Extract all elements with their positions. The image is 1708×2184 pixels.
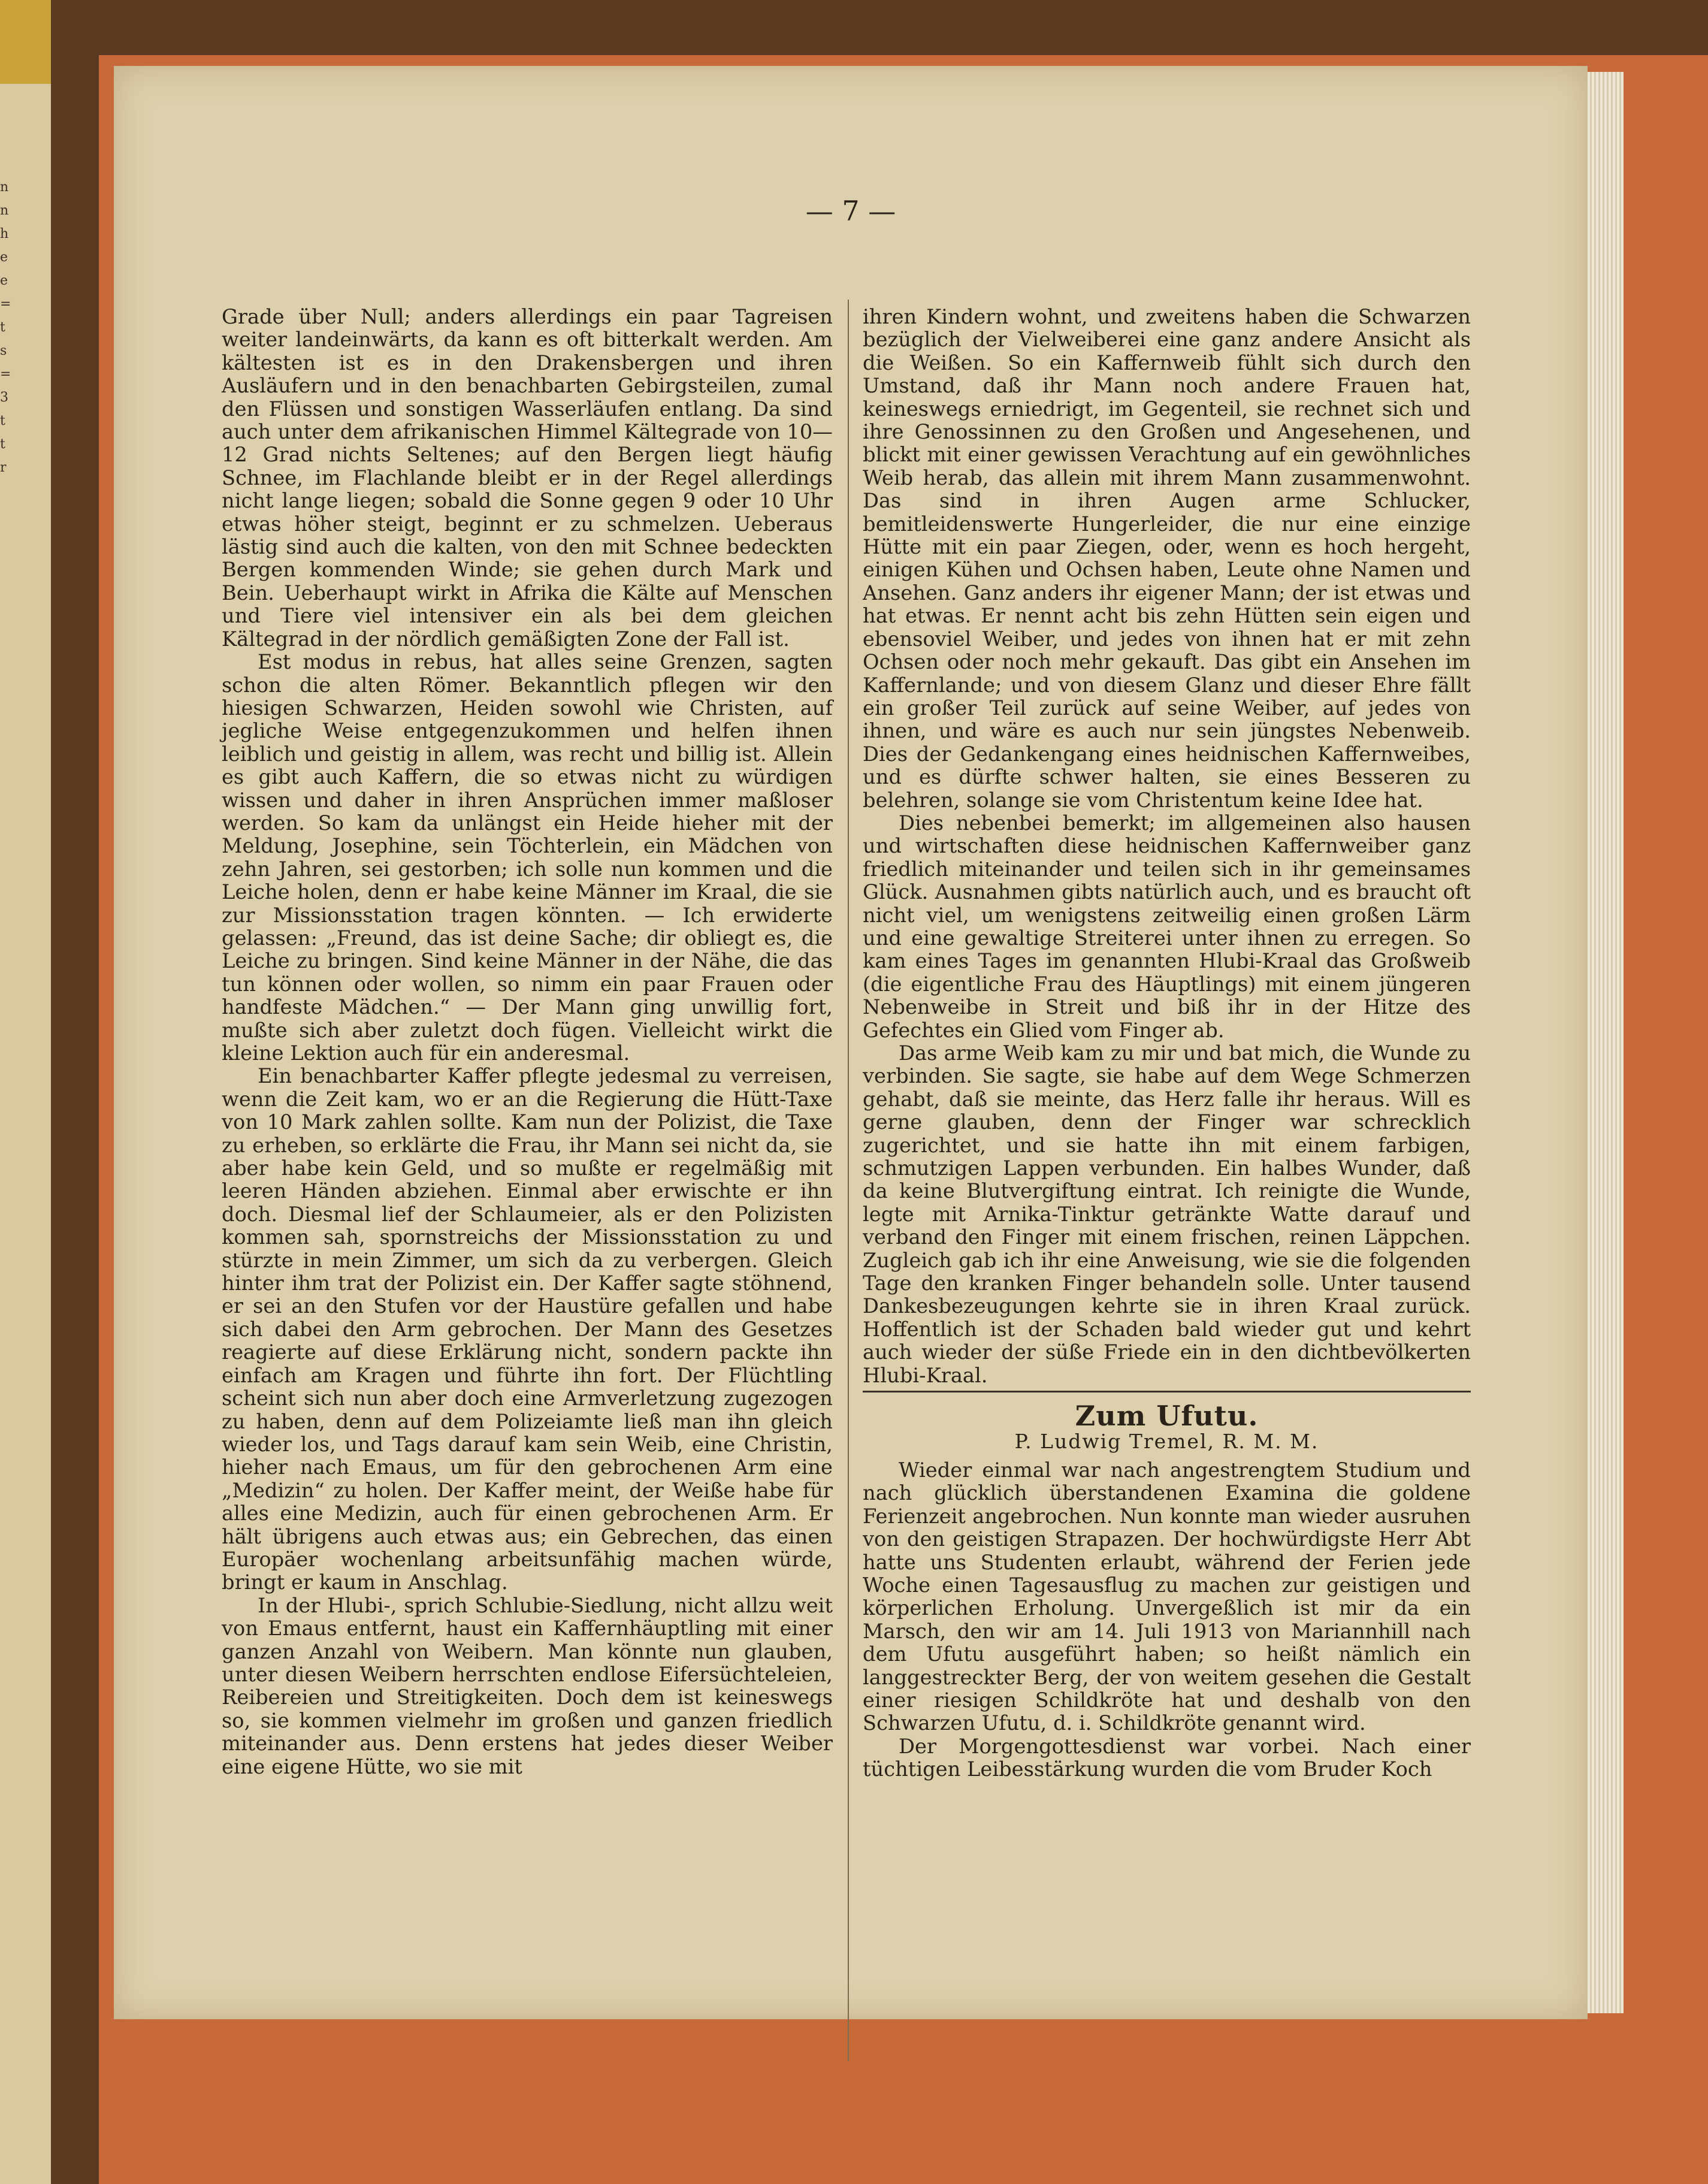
paragraph: Der Morgengottesdienst war vorbei. Nach einer tüchtigen Leibesstärkung wurden die vom Bruder Koch [863,1734,1471,1781]
paragraph: Est modus in rebus, hat alles seine Grenzen, sagten schon die alten Römer. Bekanntlich pflegen wir den hiesigen Schwarzen, Heiden sowohl wie Christen, auf jegliche Weise entgegenzukommen und helfen ihnen leiblich und geistig in allem, was recht und billig ist. Allein es gibt auch Kaffern, die so etwas nicht zu würdigen wissen und daher in ihren Ansprüchen immer maßloser werden. So kam da unlängst ein Heide hieher mit der Meldung, Josephine, sein Töchterlein, ein Mädchen von zehn Jahren, sei gestorben; ich solle nun kommen und die Leiche holen, denn er habe keine Männer im Kraal, die sie zur Missionsstation tragen könnten. — Ich erwiderte gelassen: „Freund, das ist deine Sache; dir obliegt es, die Leiche zu bringen. Sind keine Männer in der Nähe, die das tun können oder wollen, so nimm ein paar Frauen oder handfeste Mädchen.“ — Der Mann ging unwillig fort, mußte sich aber zuletzt doch fügen. Vielleicht wirkt die kleine Lektion auch für ein anderesmal. [222,650,833,1065]
margin-fragment: t [0,437,5,452]
previous-page-margin [0,180,36,484]
page-stack-edge [1588,72,1624,2013]
section-rule [863,1391,1471,1392]
paragraph: Wieder einmal war nach angestrengtem Studium und nach glücklich überstandenen Examina die goldene Ferienzeit angebrochen. Nun konnte man wieder ausruhen von den geistigen Strapazen. Der hochwürdigste Herr Abt hatte uns Studenten erlaubt, während der Ferien jede Woche einen Tagesausflug zu machen zur geistigen und körperlichen Erholung. Unvergeßlich ist mir da ein Marsch, den wir am 14. Juli 1913 von Mariannhill nach dem Ufutu ausgeführt haben; so heißt nämlich ein langgestreckter Berg, der von weitem gesehen die Gestalt einer riesigen Schildkröte hat und deshalb von den Schwarzen Ufutu, d. i. Schildkröte genannt wird. [863,1458,1471,1735]
section-title: Zum Ufutu. [1075,1400,1259,1433]
page-number: — 7 — [805,195,896,227]
book-page [114,66,1588,2019]
margin-fragment: e [0,273,8,288]
paragraph: Ein benachbarter Kaffer pflegte jedesmal zu verreisen, wenn die Zeit kam, wo er an die Regierung die Hütt-Taxe von 10 Mark zahlen sollte. Kam nun der Polizist, die Taxe zu erheben, so erklärte die Frau, ihr Mann sei nicht da, sie aber habe kein Geld, und so mußte er regelmäßig mit leeren Händen abziehen. Einmal aber erwischte er ihn doch. Diesmal lief der Schlaumeier, als er den Polizisten kommen sah, spornstreichs der Missionsstation zu und stürzte in mein Zimmer, um sich da zu verbergen. Gleich hinter ihm trat der Polizist ein. Der Kaffer sagte stöhnend, er sei an den Stufen vor der Haustüre gefallen und habe sich dabei den Arm gebrochen. Der Mann des Gesetzes reagierte auf diese Erklärung nicht, sondern packte ihn einfach am Kragen und führte ihn fort. Der Flüchtling scheint sich nun aber doch eine Armverletzung zugezogen zu haben, denn auf dem Polizeiamte ließ man ihn gleich wieder los, und Tags darauf kam sein Weib, eine Christin, hieher nach Emaus, um für den gebrochenen Arm eine „Medizin“ zu holen. Der Kaffer meint, der Weiße habe für alles eine Medizin, auch für einen gebrochenen Arm. Er hält übrigens auch etwas aus; ein Gebrechen, das einen Europäer wochenlang arbeitsunfähig machen würde, bringt er kaum in Anschlag. [222,1064,833,1594]
paragraph: Dies nebenbei bemerkt; im allgemeinen also hausen und wirtschaften diese heidnischen Kaffernweiber ganz friedlich miteinander und teilen sich in ihr gemeinsames Glück. Ausnahmen gibts natürlich auch, und es braucht oft nicht viel, um wenigstens zeitweilig einen großen Lärm und eine gewaltige Streiterei unter ihnen zu erregen. So kam eines Tages im genannten Hlubi-Kraal das Großweib (die eigentliche Frau des Häuptlings) mit einem jüngeren Nebenweibe in Streit und biß ihr in der Hitze des Gefechtes ein Glied vom Finger ab. [863,811,1471,1042]
paragraph: In der Hlubi-, sprich Schlubie-Siedlung, nicht allzu weit von Emaus entfernt, haust ein Kaffernhäuptling mit einer ganzen Anzahl von Weibern. Man könnte nun glauben, unter diesen Weibern herrschten endlose Eifersüchteleien, Reibereien und Streitigkeiten. Doch dem ist keineswegs so, sie kommen vielmehr im großen und ganzen friedlich miteinander aus. Denn erstens hat jedes dieser Weiber eine eigene Hütte, wo sie mit [222,1593,833,1778]
margin-fragment: 3 [0,390,8,405]
margin-fragment: s [0,343,7,358]
margin-fragment: n [0,180,9,195]
right-column [863,306,1471,1781]
section-author: P. Ludwig Tremel, R. M. M. [1014,1429,1319,1453]
margin-fragment: = [0,367,11,382]
gold-spine-edge [0,0,51,84]
left-column [222,306,833,1778]
paragraph: Das arme Weib kam zu mir und bat mich, die Wunde zu verbinden. Sie sagte, sie habe auf dem Wege Schmerzen gehabt, daß sie meinte, das Herz falle ihr heraus. Will es gerne glauben, denn der Finger war schrecklich zugerichtet, und sie hatte ihn mit einem farbigen, schmutzigen Lappen verbunden. Ein halbes Wunder, daß da keine Blutvergiftung eintrat. Ich reinigte die Wunde, legte mit Arnika-Tinktur getränkte Watte darauf und verband den Finger mit einem frischen, reinen Läppchen. Zugleich gab ich ihr eine Anweisung, wie sie die folgenden Tage den kranken Finger behandeln solle. Unter tausend Dankesbezeugungen kehrte sie in ihren Kraal zurück. Hoffentlich ist der Schaden bald wieder gut und kehrt auch wieder der süße Friede ein in den dichtbevölkerten Hlubi-Kraal. [863,1041,1471,1387]
margin-fragment: h [0,226,9,241]
margin-fragment: n [0,203,9,218]
paragraph: Grade über Null; anders allerdings ein paar Tagreisen weiter landeinwärts, da kann es oft bitterkalt werden. Am kältesten ist es in den Drakensbergen und ihren Ausläufern und in den benachbarten Gebirgsteilen, zumal den Flüssen und sonstigen Wasserläufen entlang. Da sind auch unter dem afrikanischen Himmel Kältegrade von 10—12 Grad nichts Seltenes; auf den Bergen liegt häufig Schnee, im Flachlande bleibt er in der Regel allerdings nicht lange liegen; sobald die Sonne gegen 9 oder 10 Uhr etwas höher steigt, beginnt er zu schmelzen. Ueberaus lästig sind auch die kalten, von den mit Schnee bedeckten Bergen kommenden Winde; sie gehen durch Mark und Bein. Ueberhaupt wirkt in Afrika die Kälte auf Menschen und Tiere viel intensiver ein als bei dem gleichen Kältegrad in der nördlich gemäßigten Zone der Fall ist. [222,305,833,651]
column-divider [848,300,849,2061]
paragraph: ihren Kindern wohnt, und zweitens haben die Schwarzen bezüglich der Vielweiberei eine ganz andere Ansicht als die Weißen. So ein Kaffernweib fühlt sich durch den Umstand, daß ihr Mann noch andere Frauen hat, keineswegs erniedrigt, im Gegenteil, sie rechnet sich und ihre Genossinnen zu den Großen und Angesehenen, und blickt mit einer gewissen Verachtung auf ein gewöhnliches Weib herab, das allein mit ihrem Mann zusammenwohnt. Das sind in ihren Augen arme Schlucker, bemitleidenswerte Hungerleider, die nur eine einzige Hütte mit ein paar Ziegen, oder, wenn es hoch hergeht, einigen Kühen und Ochsen haben, Leute ohne Namen und Ansehen. Ganz anders ihr eigener Mann; der ist etwas und hat etwas. Er nennt acht bis zehn Hütten sein eigen und ebensoviel Weiber, und jedes von ihnen hat er mit zehn Ochsen oder noch mehr gekauft. Das gibt ein Ansehen im Kaffernlande; und von diesem Glanz und dieser Ehre fällt ein großer Teil zurück auf seine Weiber, auf jedes von ihnen, und wäre es auch nur sein jüngstes Nebenweib. Dies der Gedankengang eines heidnischen Kaffernweibes, und es dürfte schwer halten, sie eines Besseren zu belehren, solange sie vom Christentum keine Idee hat. [863,305,1471,812]
margin-fragment: r [0,460,7,475]
margin-fragment: e [0,250,8,265]
margin-fragment: = [0,297,11,312]
margin-fragment: t [0,413,5,428]
margin-fragment: t [0,320,5,335]
